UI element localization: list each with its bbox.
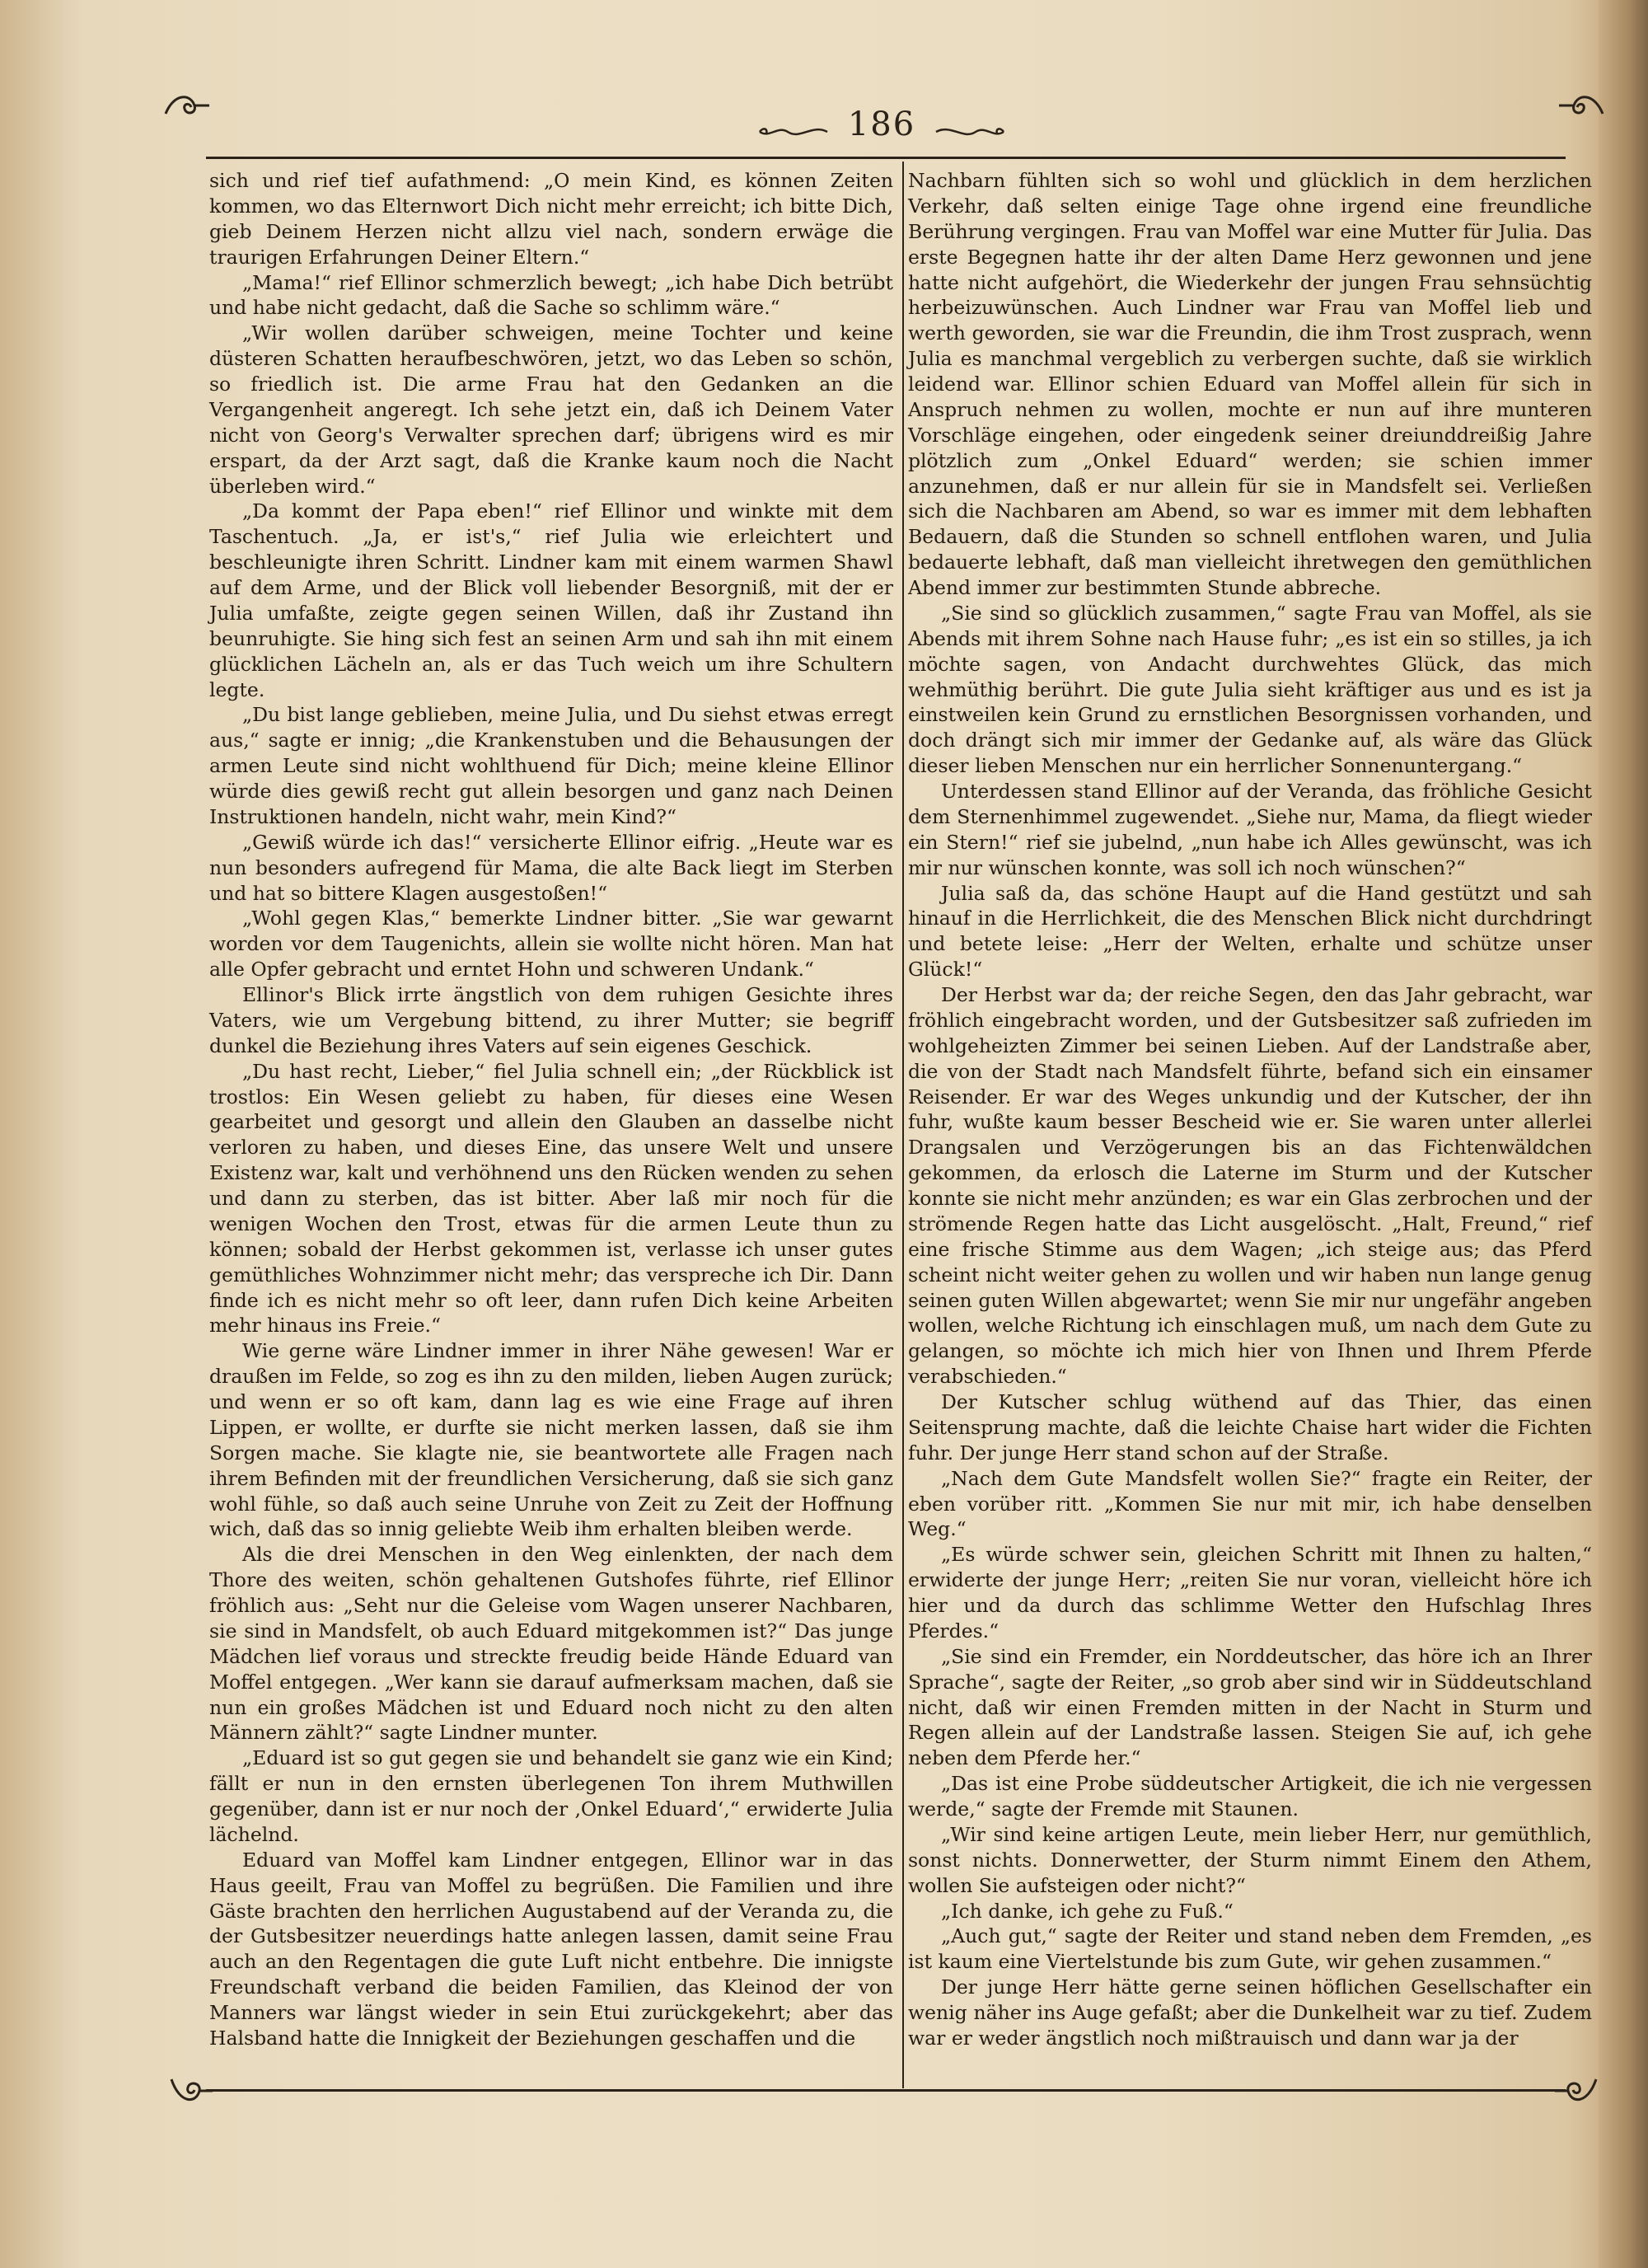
paragraph: „Das ist eine Probe süddeutscher Artigkeit, die ich nie vergessen werde,“ sagte der Fremde mit Staunen. — [908, 1772, 1592, 1820]
paragraph: „Mama!“ rief Ellinor schmerzlich bewegt; „ich habe Dich betrübt und habe nicht gedacht, daß die Sache so schlimm wäre.“ — [209, 270, 893, 320]
paragraph: „Wir wollen darüber schweigen, meine Tochter und keine düsteren Schatten heraufbeschwören, jetzt, wo das Leben so schön, so friedlich ist. Die arme Frau hat den Gedanken an die Vergangenheit angeregt. Ich sehe jetzt ein, daß ich Deinem Vater nicht von Georg's Verwalter sprechen darf; übrigens wird es mir erspart, da der Arzt sagt, daß die Kranke kaum noch die Nacht überleben wird.“ — [209, 321, 893, 498]
paragraph: „Sie sind so glücklich zusammen,“ sagte Frau van Moffel, als sie Abends mit ihrem Sohne nach Hause fuhr; „es ist ein so stilles, ja ich möchte sagen, von Andacht durchwehtes Glück, das mich wehmüthig berührt. Die gute Julia sieht kräftiger aus und es ist ja einstweilen kein Grund zu ernstlichen Besorgnissen vorhanden, und doch drängt sich mir immer der Gedanke auf, als wäre das Glück dieser lieben Menschen nur ein herrlicher Sonnenuntergang.“ — [908, 601, 1592, 778]
left-column — [209, 168, 893, 2051]
paragraph: „Auch gut,“ sagte der Reiter und stand neben dem Fremden, „es ist kaum eine Viertelstunde bis zum Gute, wir gehen zusammen.“ — [908, 1924, 1592, 1974]
paragraph: Eduard van Moffel kam Lindner entgegen, Ellinor war in das Haus geeilt, Frau van Moffel zu begrüßen. Die Familien und ihre Gäste brachten den herrlichen Augustabend auf der Veranda zu, die der Gutsbesitzer neuerdings hatte anlegen lassen, damit seine Frau auch an den Regentagen die gute Luft nicht entbehre. Die innigste Freundschaft verband die beiden Familien, das Kleinod der von Manners war längst wieder in sein Etui zurückgekehrt; aber das Halsband hatte die Innigkeit der Beziehungen geschaffen und die — [209, 1848, 893, 2050]
paragraph: „Gewiß würde ich das!“ versicherte Ellinor eifrig. „Heute war es nun besonders aufregend für Mama, die alte Back liegt im Sterben und hat so bittere Klagen ausgestoßen!“ — [209, 830, 893, 905]
flourish-left-icon — [755, 122, 829, 142]
paragraph: Wie gerne wäre Lindner immer in ihrer Nähe gewesen! War er draußen im Felde, so zog es ihn zu den milden, lieben Augen zurück; und wenn er so oft kam, dann lag es wie eine Frage auf ihren Lippen, er wollte, er durfte sie nicht merken lassen, daß sie ihm Sorgen mache. Sie klagte nie, sie beantwortete alle Fragen nach ihrem Befinden mit der freundlichen Versicherung, daß sie sich ganz wohl fühle, so daß auch seine Unruhe von Zeit zu Zeit der Hoffnung wich, daß das so innig geliebte Weib ihm erhalten bleiben werde. — [209, 1339, 893, 1541]
paragraph: „Du hast recht, Lieber,“ fiel Julia schnell ein; „der Rückblick ist trostlos: Ein Wesen geliebt zu haben, für dieses eine Wesen gearbeitet und gesorgt und allein den Glauben an dasselbe nicht verloren zu haben, und dieses Eine, das unsere Welt und unsere Existenz war, kalt und verhöhnend uns den Rücken wenden zu sehen und dann zu sterben, das ist bitter. Aber laß mir noch für die wenigen Wochen den Trost, etwas für die armen Leute thun zu können; sobald der Herbst gekommen ist, verlasse ich unser gutes gemüthliches Wohnzimmer nicht mehr; das verspreche ich Dir. Dann finde ich es nicht mehr so oft leer, dann rufen Dich keine Arbeiten mehr hinaus ins Freie.“ — [209, 1059, 893, 1338]
page-header — [165, 105, 1599, 155]
header-rule — [206, 157, 1566, 159]
paragraph: „Wohl gegen Klas,“ bemerkte Lindner bitter. „Sie war gewarnt worden vor dem Taugenichts, allein sie wollte nicht hören. Man hat alle Opfer gebracht und erntet Hohn und schweren Undank.“ — [209, 907, 893, 982]
paragraph: „Wir sind keine artigen Leute, mein lieber Herr, nur gemüthlich, sonst nichts. Donnerwetter, der Sturm nimmt Einem den Athem, wollen Sie aufsteigen oder nicht?“ — [908, 1822, 1592, 1897]
paragraph: Julia saß da, das schöne Haupt auf die Hand gestützt und sah hinauf in die Herrlichkeit, die des Menschen Blick nicht durchdringt und betete leise: „Herr der Welten, erhalte und schütze unser Glück!“ — [908, 881, 1592, 982]
page-number: 186 — [847, 105, 916, 143]
paragraph: sich und rief tief aufathmend: „O mein Kind, es können Zeiten kommen, wo das Elternwort Dich nicht mehr erreicht; ich bitte Dich, gieb Deinem Herzen nicht allzu viel nach, sondern erwäge die traurigen Erfahrungen Deiner Eltern.“ — [209, 169, 893, 269]
paragraph: „Eduard ist so gut gegen sie und behandelt sie ganz wie ein Kind; fällt er nun in den ernsten überlegenen Ton ihrem Muthwillen gegenüber, dann ist er nur noch der ‚Onkel Eduard‘,“ erwiderte Julia lächelnd. — [209, 1746, 893, 1846]
footer-rule — [206, 2089, 1566, 2092]
paragraph: „Ich danke, ich gehe zu Fuß.“ — [941, 1899, 1234, 1923]
paragraph: Unterdessen stand Ellinor auf der Veranda, das fröhliche Gesicht dem Sternenhimmel zugewendet. „Siehe nur, Mama, da fliegt wieder ein Stern!“ rief sie jubelnd, „nun habe ich Alles gewünscht, was ich mir nur wünschen konnte, was soll ich noch wünschen?“ — [908, 780, 1592, 879]
column-divider — [902, 162, 904, 2088]
paragraph: Als die drei Menschen in den Weg einlenkten, der nach dem Thore des weiten, schön gehaltenen Gutshofes führte, rief Ellinor fröhlich aus: „Seht nur die Geleise vom Wagen unserer Nachbaren, sie sind in Mandsfelt, ob auch Eduard mitgekommen ist?“ Das junge Mädchen lief voraus und streckte freudig beide Hände Eduard van Moffel entgegen. „Wer kann sie darauf aufmerksam machen, daß sie nun ein großes Mädchen ist und Eduard noch nicht zu den alten Männern zählt?“ sagte Lindner munter. — [209, 1543, 893, 1745]
paragraph: „Es würde schwer sein, gleichen Schritt mit Ihnen zu halten,“ erwiderte der junge Herr; „reiten Sie nur voran, vielleicht höre ich hier und da durch das schlimme Wetter den Hufschlag Ihres Pferdes.“ — [908, 1543, 1592, 1642]
paragraph: Nachbarn fühlten sich so wohl und glücklich in dem herzlichen Verkehr, daß selten einige Tage ohne irgend eine freundliche Berührung vergingen. Frau van Moffel war eine Mutter für Julia. Das erste Begegnen hatte ihr der alten Dame Herz gewonnen und jene hatte nicht aufgehört, die Wiederkehr der jungen Frau sehnsüchtig herbeizuwünschen. Auch Lindner war Frau van Moffel lieb und werth geworden, sie war die Freundin, die ihm Trost zusprach, wenn Julia es manchmal vergeblich zu verbergen suchte, daß sie wirklich leidend war. Ellinor schien Eduard van Moffel allein für sich in Anspruch nehmen zu wollen, mochte er nun auf ihre munteren Vorschläge eingehen, oder eingedenk seiner dreiunddreißig Jahre plötzlich zum „Onkel Eduard“ werden; sie schien immer anzunehmen, daß er nur allein für sie in Mandsfelt sei. Verließen sich die Nachbaren am Abend, so war es immer mit dem lebhaften Bedauern, daß die Stunden so schnell entflohen waren, und Julia bedauerte lebhaft, daß man vielleicht ihretwegen den gemüthlichen Abend immer zur bestimmten Stunde abbreche. — [908, 169, 1592, 599]
flourish-right-icon — [934, 122, 1009, 142]
paragraph: Der junge Herr hätte gerne seinen höflichen Gesellschafter ein wenig näher ins Auge gefaßt; aber die Dunkelheit war zu tief. Zudem war er weder ängstlich noch mißtrauisch und dann war ja der — [908, 1975, 1592, 2050]
paragraph: Der Kutscher schlug wüthend auf das Thier, das einen Seitensprung machte, daß die leichte Chaise hart wider die Fichten fuhr. Der junge Herr stand schon auf der Straße. — [908, 1390, 1592, 1464]
paragraph: Der Herbst war da; der reiche Segen, den das Jahr gebracht, war fröhlich eingebracht worden, und der Gutsbesitzer saß zufrieden im wohlgeheizten Zimmer bei seinen Lieben. Auf der Landstraße aber, die von der Stadt nach Mandsfelt führte, befand sich ein einsamer Reisender. Er war des Weges unkundig und der Kutscher, der ihn fuhr, wußte kaum besser Bescheid wie er. Sie waren unter allerlei Drangsalen und Verzögerungen bis an das Fichtenwäldchen gekommen, da erlosch die Laterne im Sturm und der Kutscher konnte sie nicht mehr anzünden; es war ein Glas zerbrochen und der strömende Regen hatte das Licht ausgelöscht. „Halt, Freund,“ rief eine frische Stimme aus dem Wagen; „ich steige aus; das Pferd scheint nicht weiter gehen zu wollen und wir haben nun lange genug seinen guten Willen abgewartet; wenn Sie mir nur ungefähr angeben wollen, welche Richtung ich einschlagen muß, um nach dem Gute zu gelangen, so möchte ich mich hier von Ihnen und Ihrem Pferde verabschieden.“ — [908, 983, 1592, 1389]
paragraph: Ellinor's Blick irrte ängstlich von dem ruhigen Gesichte ihres Vaters, wie um Vergebung bittend, zu ihrer Mutter; sie begriff dunkel die Beziehung ihres Vaters auf sein eigenes Geschick. — [209, 983, 893, 1057]
paragraph: „Du bist lange geblieben, meine Julia, und Du siehst etwas erregt aus,“ sagte er innig; „die Krankenstuben und die Behausungen der armen Leute sind nicht wohlthuend für Dich; meine kleine Ellinor würde dies gewiß recht gut allein besorgen und ganz nach Deinen Instruktionen handeln, nicht wahr, mein Kind?“ — [209, 703, 893, 828]
paragraph: „Sie sind ein Fremder, ein Norddeutscher, das höre ich an Ihrer Sprache“, sagte der Reiter, „so grob aber sind wir in Süddeutschland nicht, daß wir einen Fremden mitten in der Nacht in Sturm und Regen allein auf der Landstraße lassen. Steigen Sie auf, ich gehe neben dem Pferde her.“ — [908, 1644, 1592, 1770]
paragraph: „Nach dem Gute Mandsfelt wollen Sie?“ fragte ein Reiter, der eben vorüber ritt. „Kommen Sie nur mit mir, ich habe denselben Weg.“ — [908, 1466, 1592, 1541]
right-column — [908, 168, 1592, 2051]
paragraph: „Da kommt der Papa eben!“ rief Ellinor und winkte mit dem Taschentuch. „Ja, er ist's,“ rief Julia wie erleichtert und beschleunigte ihren Schritt. Lindner kam mit einem warmen Shawl auf dem Arme, und der Blick voll liebender Besorgniß, mit der er Julia umfaßte, zeigte gegen seinen Willen, daß ihr Zustand ihn beunruhigte. Sie hing sich fest an seinen Arm und sah ihn mit einem glücklichen Lächeln an, als er das Tuch weich um ihre Schultern legte. — [209, 499, 893, 701]
page-edge — [1599, 0, 1648, 2268]
